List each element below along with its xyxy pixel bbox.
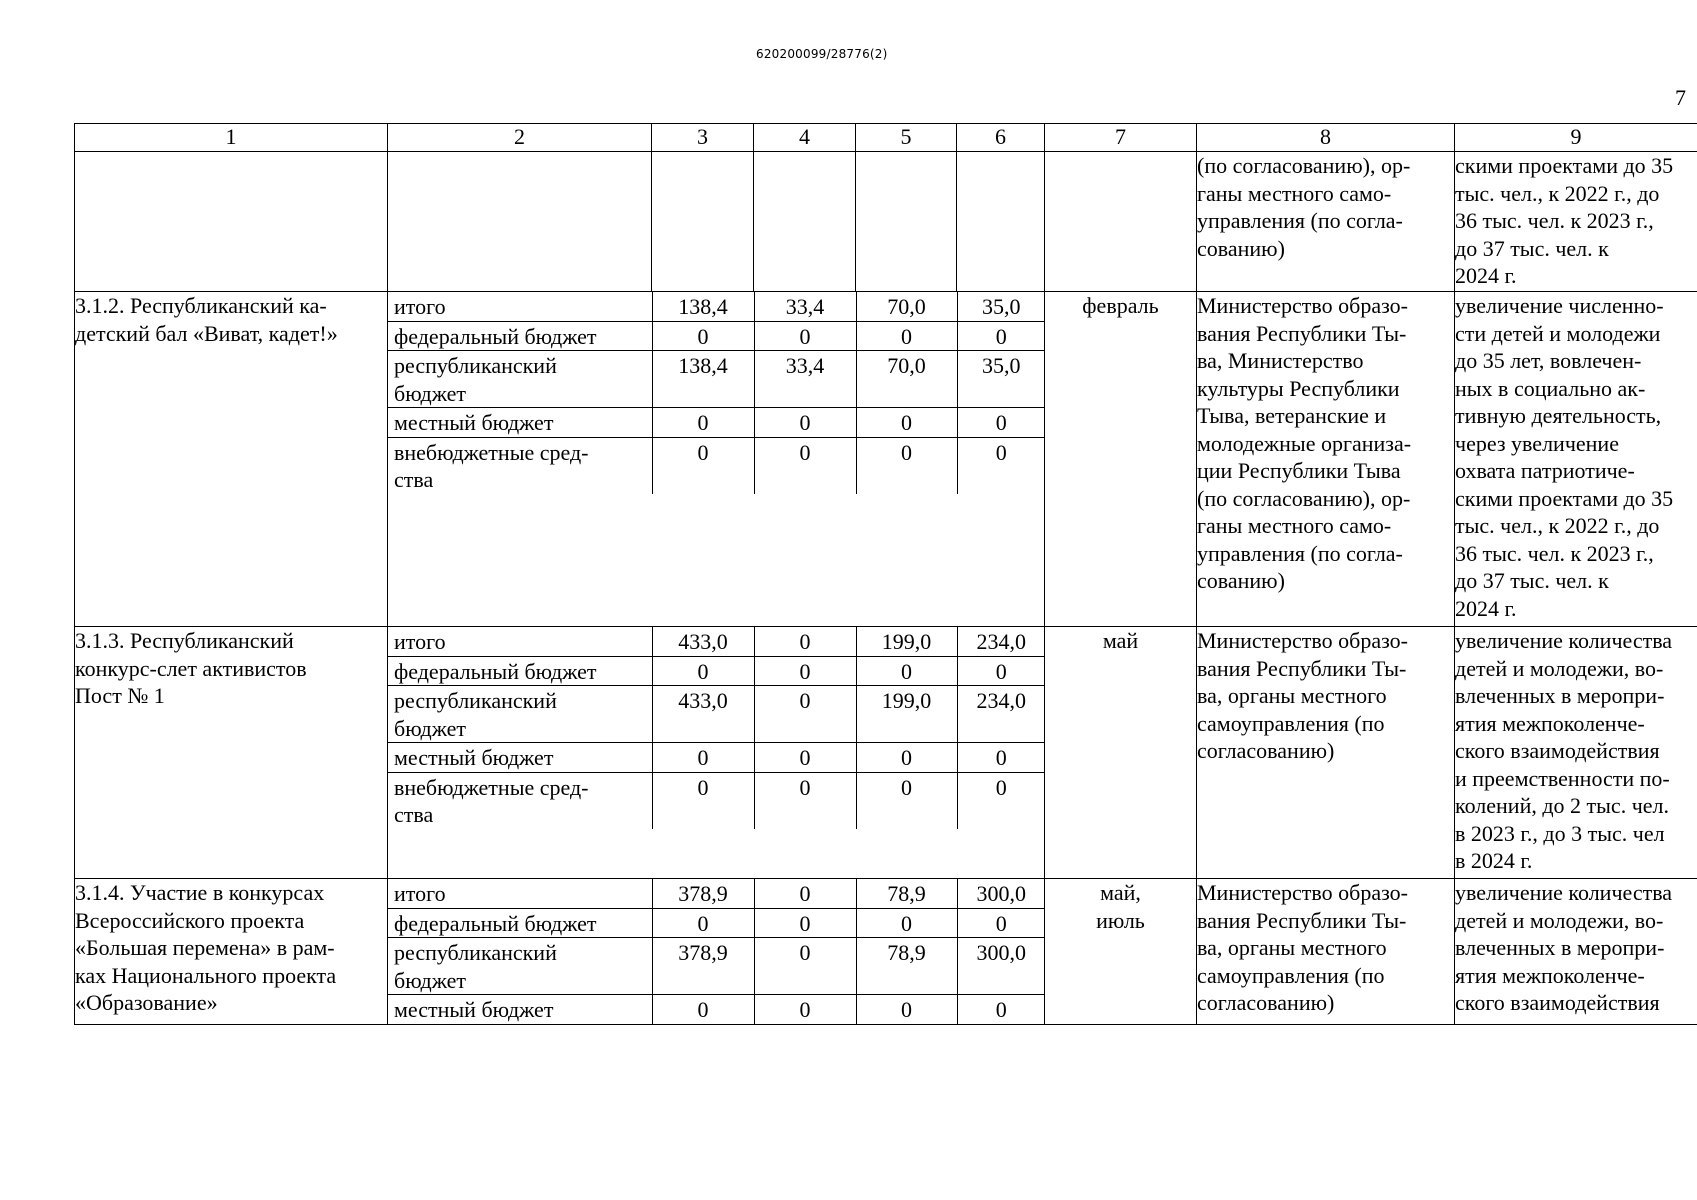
funding-year-3-value: 35,0 [957, 292, 1045, 321]
funding-row [388, 743, 1045, 773]
cell-empty [75, 152, 388, 292]
funding-year-1-value: 33,4 [754, 351, 856, 408]
funding-year-3-value: 0 [957, 656, 1045, 686]
funding-year-3-value: 0 [957, 995, 1045, 1024]
funding-block [388, 627, 1045, 879]
program-table [74, 123, 1697, 1025]
activity-result: увеличение количества детей и молодежи, во- влеченных в меропри- ятия межпоколенче- ского взаимодействия и преемственности по- колений, до 2 тыс. чел. в 2023 г., до 3 тыс. чел в 2024 г. [1455, 627, 1697, 879]
column-header-6: 6 [957, 124, 1045, 152]
funding-year-2-value: 0 [856, 743, 957, 773]
activity-row [75, 292, 1697, 627]
column-header-row [75, 124, 1697, 152]
funding-year-3-value: 234,0 [957, 686, 1045, 743]
activity-term: февраль [1045, 292, 1197, 627]
funding-year-1-value: 33,4 [754, 292, 856, 321]
funding-total-value: 138,4 [652, 351, 754, 408]
funding-year-1-value: 0 [754, 743, 856, 773]
funding-total-value: 0 [652, 656, 754, 686]
funding-year-3-value: 300,0 [957, 879, 1045, 908]
funding-source-label: местный бюджет [394, 997, 554, 1022]
funding-year-1-value: 0 [754, 627, 856, 656]
funding-block [388, 879, 1045, 1025]
column-header-2: 2 [388, 124, 652, 152]
funding-year-1-value: 0 [754, 772, 856, 829]
funding-year-2-value: 199,0 [856, 686, 957, 743]
funding-year-2-value: 199,0 [856, 627, 957, 656]
activity-row [75, 627, 1697, 879]
funding-year-2-value: 0 [856, 321, 957, 351]
funding-total-value: 138,4 [652, 292, 754, 321]
funding-source-label: республиканский бюджет [388, 686, 652, 743]
funding-total-value: 0 [652, 908, 754, 938]
funding-year-2-value: 78,9 [856, 938, 957, 995]
funding-year-3-value: 0 [957, 408, 1045, 438]
funding-total-value: 0 [652, 743, 754, 773]
activity-term: май [1045, 627, 1197, 879]
funding-year-2-value: 0 [856, 408, 957, 438]
funding-year-1-value: 0 [754, 938, 856, 995]
funding-source-label: республиканский бюджет [388, 938, 652, 995]
funding-year-2-value: 70,0 [856, 292, 957, 321]
funding-row [388, 627, 1045, 656]
funding-row [388, 995, 1045, 1024]
funding-year-3-value: 0 [957, 908, 1045, 938]
funding-year-3-value: 0 [957, 321, 1045, 351]
funding-total-value: 378,9 [652, 879, 754, 908]
funding-source-label: местный бюджет [388, 743, 652, 773]
funding-table [388, 879, 1045, 1024]
document-id: 620200099/28776(2) [756, 47, 888, 61]
funding-total-value: 0 [652, 437, 754, 494]
activity-result: увеличение численно- сти детей и молодежи до 35 лет, вовлечен- ных в социально ак- тивную деятельность, через увеличение охвата патриотиче- скими проектами до 35 тыс. чел., к 2022 г., до 36 тыс. чел. к 2023 г., до 37 тыс. чел. к 2024 г. [1455, 292, 1697, 627]
cell-empty [388, 152, 652, 292]
funding-total-value: 433,0 [652, 686, 754, 743]
funding-year-2-value: 78,9 [856, 879, 957, 908]
funding-year-2-value: 0 [856, 995, 957, 1024]
funding-source-label: итого [388, 627, 652, 656]
column-header-7: 7 [1045, 124, 1197, 152]
funding-row [388, 351, 1045, 408]
funding-source-label: итого [388, 879, 652, 908]
funding-row [388, 938, 1045, 995]
continuation-executors: (по согласованию), ор- ганы местного само- управления (по согла- сованию) [1197, 152, 1455, 292]
funding-year-1-value: 0 [754, 656, 856, 686]
activity-term: май, июль [1045, 879, 1197, 1025]
activity-executors: Министерство образо- вания Республики Ты- ва, Министерство культуры Республики Тыва, ветеранские и молодежные организа- ции Республики Тыва (по согласованию), ор- ганы местного само- управления (по согла- сованию) [1197, 292, 1455, 627]
continuation-result: скими проектами до 35 тыс. чел., к 2022 г., до 36 тыс. чел. к 2023 г., до 37 тыс. чел. к 2024 г. [1455, 152, 1697, 292]
funding-block [388, 292, 1045, 627]
activity-executors: Министерство образо- вания Республики Ты- ва, органы местного самоуправления (по согласованию) [1197, 879, 1455, 1025]
activity-title: 3.1.2. Республиканский ка- детский бал «Виват, кадет!» [75, 292, 388, 627]
continuation-row [75, 152, 1697, 292]
funding-row [388, 772, 1045, 829]
activity-row [75, 879, 1697, 1025]
cell-empty [1045, 152, 1197, 292]
funding-row [388, 879, 1045, 908]
funding-source-label: местный бюджет [388, 408, 652, 438]
funding-table [388, 627, 1045, 829]
column-header-3: 3 [652, 124, 754, 152]
column-header-1: 1 [75, 124, 388, 152]
funding-source-label: республиканский бюджет [388, 351, 652, 408]
funding-year-3-value: 35,0 [957, 351, 1045, 408]
funding-year-3-value: 234,0 [957, 627, 1045, 656]
cell-empty [652, 152, 754, 292]
funding-source-label: внебюджетные сред- ства [394, 774, 589, 827]
page-number: 7 [1675, 85, 1686, 110]
cell-empty [754, 152, 856, 292]
funding-year-1-value: 0 [754, 408, 856, 438]
funding-year-1-value: 0 [754, 879, 856, 908]
activity-executors: Министерство образо- вания Республики Ты- ва, органы местного самоуправления (по согласованию) [1197, 627, 1455, 879]
funding-year-3-value: 300,0 [957, 938, 1045, 995]
funding-year-2-value: 0 [856, 908, 957, 938]
column-header-5: 5 [856, 124, 957, 152]
cell-empty [957, 152, 1045, 292]
funding-source-label: федеральный бюджет [388, 656, 652, 686]
funding-row [388, 408, 1045, 438]
activity-result: увеличение количества детей и молодежи, во- влеченных в меропри- ятия межпоколенче- ского взаимодействия [1455, 879, 1697, 1025]
funding-source-label: федеральный бюджет [388, 321, 652, 351]
funding-year-3-value: 0 [957, 743, 1045, 773]
funding-row [388, 686, 1045, 743]
funding-total-value: 0 [652, 408, 754, 438]
funding-year-2-value: 0 [856, 772, 957, 829]
column-header-4: 4 [754, 124, 856, 152]
funding-total-value: 0 [652, 772, 754, 829]
funding-year-2-value: 0 [856, 656, 957, 686]
funding-year-2-value: 70,0 [856, 351, 957, 408]
column-header-8: 8 [1197, 124, 1455, 152]
funding-source-label: федеральный бюджет [388, 908, 652, 938]
funding-total-value: 0 [652, 321, 754, 351]
funding-source-label: внебюджетные сред- ства [394, 439, 589, 492]
funding-table [388, 292, 1045, 494]
funding-total-value: 378,9 [652, 938, 754, 995]
cell-empty [856, 152, 957, 292]
funding-year-1-value: 0 [754, 437, 856, 494]
activity-title: 3.1.4. Участие в конкурсах Всероссийского проекта «Большая перемена» в рам- ках Национального проекта «Образование» [75, 879, 388, 1025]
funding-source-label: итого [388, 292, 652, 321]
funding-row [388, 292, 1045, 321]
funding-row [388, 908, 1045, 938]
funding-year-3-value: 0 [957, 437, 1045, 494]
funding-year-1-value: 0 [754, 908, 856, 938]
funding-year-1-value: 0 [754, 995, 856, 1024]
funding-year-1-value: 0 [754, 321, 856, 351]
funding-year-1-value: 0 [754, 686, 856, 743]
funding-row [388, 656, 1045, 686]
funding-year-3-value: 0 [957, 772, 1045, 829]
activity-title: 3.1.3. Республиканский конкурс-слет активистов Пост № 1 [75, 627, 388, 879]
funding-year-2-value: 0 [856, 437, 957, 494]
funding-row [388, 437, 1045, 494]
funding-total-value: 0 [652, 995, 754, 1024]
funding-row [388, 321, 1045, 351]
funding-total-value: 433,0 [652, 627, 754, 656]
column-header-9: 9 [1455, 124, 1697, 152]
